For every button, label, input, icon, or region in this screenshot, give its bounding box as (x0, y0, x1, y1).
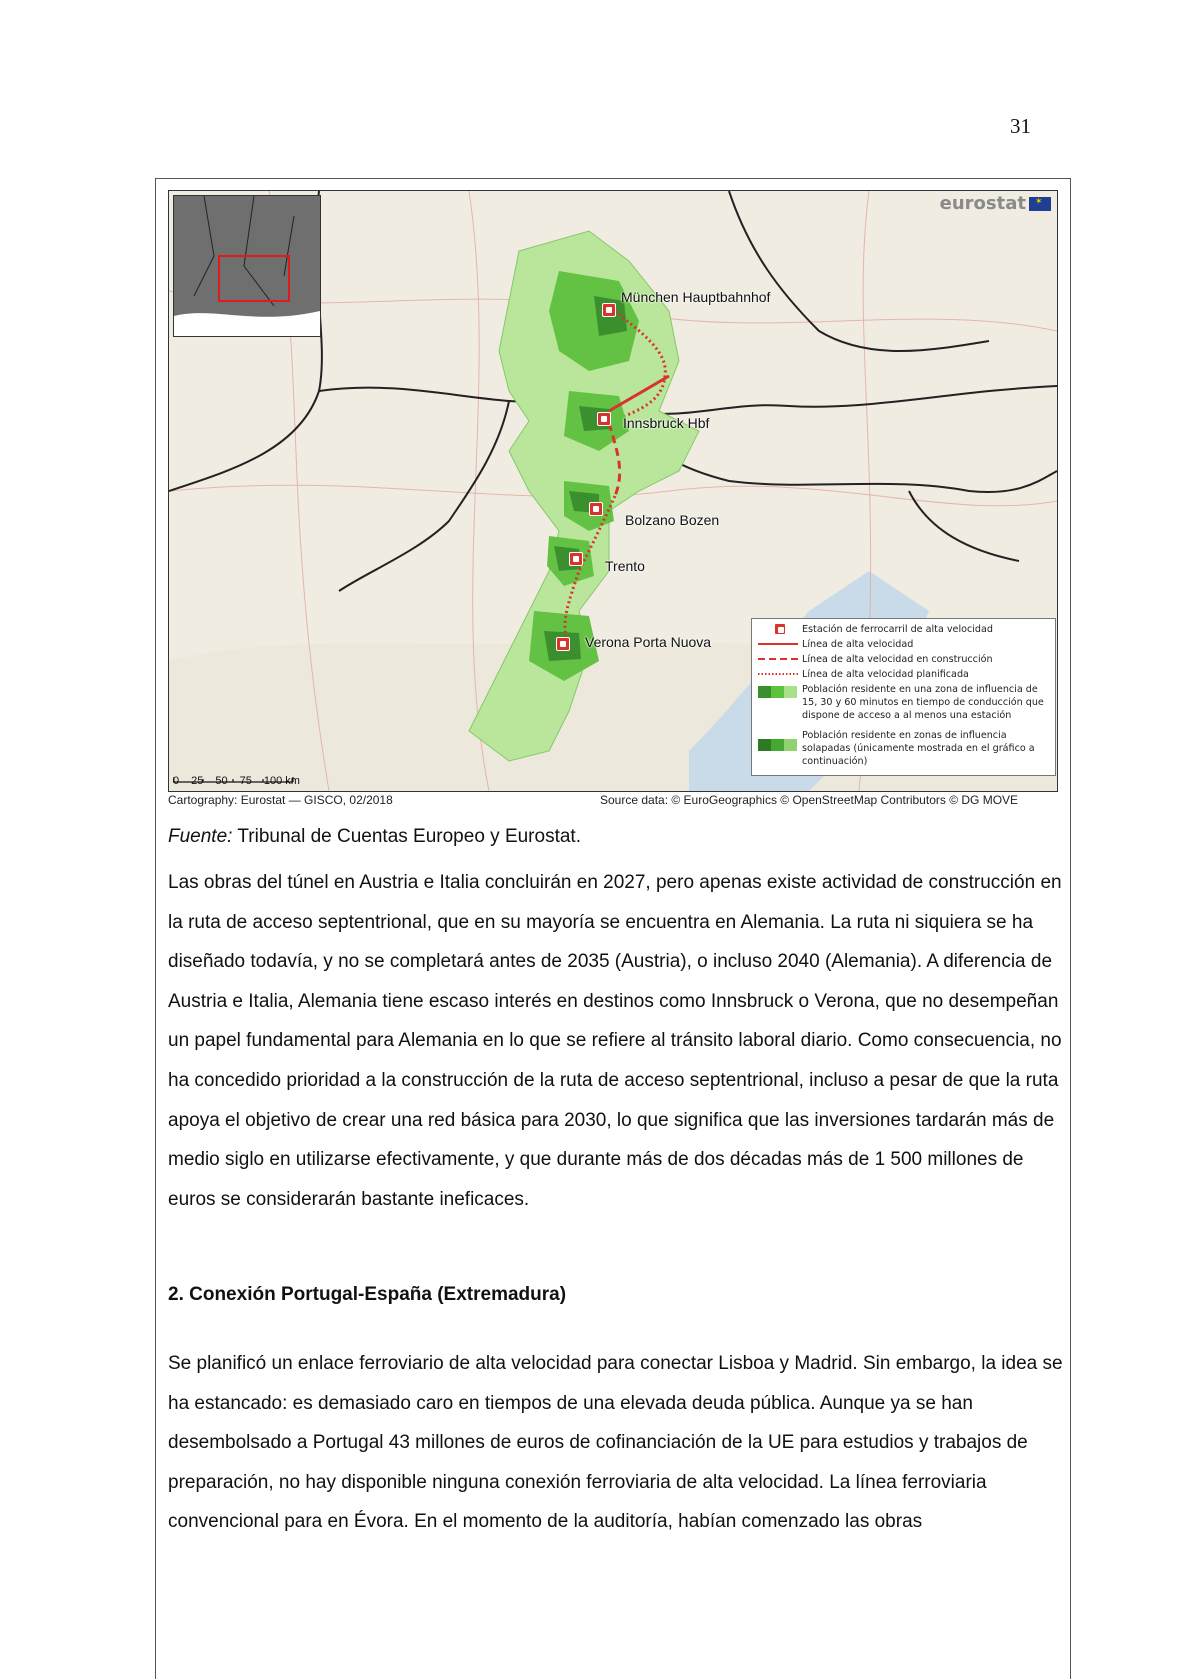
scale-label: 100 km (263, 775, 300, 787)
station-icon (556, 637, 570, 651)
scale-label: 50 (215, 775, 228, 787)
legend-planned: Línea de alta velocidad planificada (802, 669, 969, 680)
city-label-bolzano: Bolzano Bozen (625, 512, 720, 528)
city-label-trento: Trento (605, 558, 645, 574)
eurostat-logo: eurostat✶ (940, 193, 1051, 214)
station-icon (597, 412, 611, 426)
scale-label: 25 (191, 775, 204, 787)
eu-flag-icon (1029, 197, 1051, 211)
legend-line: Línea de alta velocidad (802, 639, 914, 650)
legend-station: Estación de ferrocarril de alta velocidad (802, 624, 993, 635)
map-credit-cartography: Cartography: Eurostat — GISCO, 02/2018 (168, 793, 393, 807)
scale-label: 0 (173, 775, 180, 787)
source-label: Fuente: (168, 826, 233, 847)
station-icon (602, 303, 616, 317)
paragraph-1: Las obras del túnel en Austria e Italia concluirán en 2027, pero apenas existe actividad de construcción en la ruta de acceso septentrional, que en su mayoría se encuentra en Alemania. La ruta ni siquiera se ha diseñado todavía, y no se completará antes de 2035 (Austria), o incluso 2040 (Alemania). A diferencia de Austria e Italia, Alemania tiene escaso interés en destinos como Innsbruck o Verona, que no desempeñan un papel fundamental para Alemania en lo que se refiere al tránsito laboral diario. Como consecuencia, no ha concedido prioridad a la construcción de la ruta de acceso septentrional, incluso a pesar de que la ruta apoya el objetivo de crear una red básica para 2030, lo que significa que las inversiones tardarán más de medio siglo en utilizarse efectivamente, y que durante más de dos décadas más de 1 500 millones de euros se considerarán bastante ineficaces. (168, 872, 1062, 1210)
legend-overlap: Población residente en zonas de influencia solapadas (únicamente mostrada en el gráfico a continuación) (802, 730, 1035, 767)
figure-source (168, 826, 581, 848)
city-label-verona: Verona Porta Nuova (585, 634, 712, 650)
legend-population: Población residente en una zona de influencia de 15, 30 y 60 minutos en tiempo de conducción que dispone de acceso a al menos una estación (802, 684, 1044, 721)
page-number: 31 (1010, 114, 1031, 138)
scale-label: 75 (239, 775, 252, 787)
legend-station-icon (774, 623, 786, 635)
map-legend (751, 618, 1056, 776)
city-label-munchen: München Hauptbahnhof (621, 289, 771, 305)
scale-bar (173, 775, 300, 787)
station-icon (569, 552, 583, 566)
section-heading: 2. Conexión Portugal-España (Extremadura) (168, 1284, 567, 1305)
paragraph-2: Se planificó un enlace ferroviario de alta velocidad para conectar Lisboa y Madrid. Sin embargo, la idea se ha estancado: es demasiado caro en tiempos de una elevada deuda pública. Aunque ya se han desembolsado a Portugal 43 millones de euros de cofinanciación de la UE para estudios y trabajos de preparación, no hay disponible ninguna conexión ferroviaria de alta velocidad. La línea ferroviaria convencional para en Évora. En el momento de la auditoría, habían comenzado las obras (168, 1353, 1063, 1533)
station-icon (589, 502, 603, 516)
locator-inset-map (173, 195, 321, 337)
legend-under-construction: Línea de alta velocidad en construcción (802, 654, 993, 665)
source-text: Tribunal de Cuentas Europeo y Eurostat. (232, 826, 581, 847)
map-credit-source: Source data: © EuroGeographics © OpenStreetMap Contributors © DG MOVE (600, 793, 1019, 807)
city-label-innsbruck: Innsbruck Hbf (623, 415, 710, 431)
